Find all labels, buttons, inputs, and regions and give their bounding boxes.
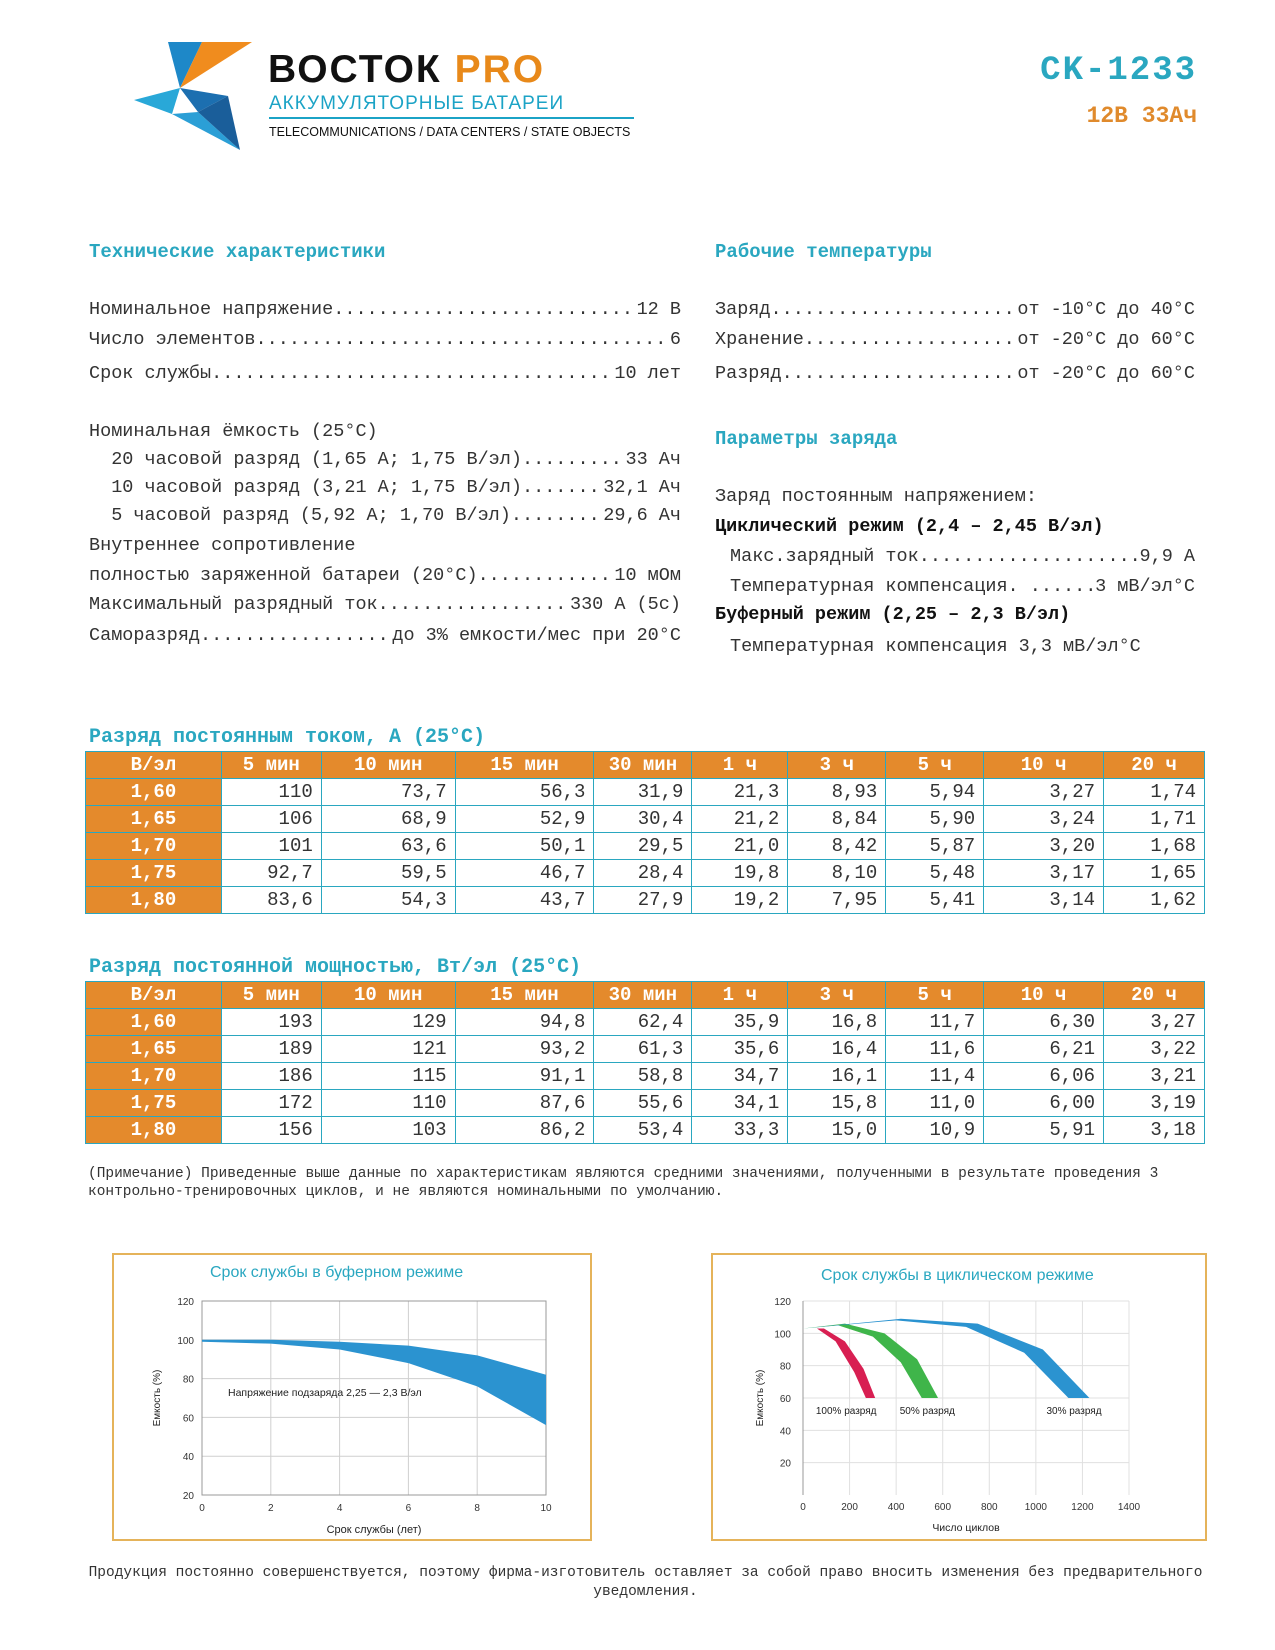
chart-cyclic-life: [711, 1253, 1207, 1541]
table-row: [86, 1063, 1205, 1090]
x-tick-label: 200: [841, 1502, 858, 1513]
table-cell: 93,2: [455, 1036, 594, 1063]
table-cell: 11,7: [886, 1009, 984, 1036]
table-cell: 83,6: [221, 887, 321, 914]
table-cell: 1,68: [1104, 833, 1205, 860]
y-tick-label: 20: [182, 1491, 194, 1502]
table-header-cell: 15 мин: [455, 982, 594, 1009]
table-cell: 53,4: [594, 1117, 692, 1144]
table-cell: 1,65: [1104, 860, 1205, 887]
y-tick-label: 80: [182, 1374, 194, 1386]
tech-title: Технические характеристики: [89, 241, 386, 263]
table-header-cell: 5 ч: [886, 752, 984, 779]
temps-list: [715, 299, 1195, 393]
table-cell: 193: [221, 1009, 321, 1036]
table-cell: 115: [321, 1063, 455, 1090]
capacity-band: [202, 1340, 546, 1425]
table-header-cell: 3 ч: [788, 752, 886, 779]
table-cell: 3,14: [984, 887, 1104, 914]
table-header-cell: В/эл: [86, 752, 222, 779]
table-cell: 3,18: [1103, 1117, 1204, 1144]
table-cell: 3,27: [1103, 1009, 1204, 1036]
footer-disclaimer: Продукция постоянно совершенствуется, поэтому фирма-изготовитель оставляет за собой право вносить изменения без предварительного уведомления.: [88, 1565, 1203, 1600]
table-cell: 19,8: [692, 860, 788, 887]
table-cell: 3,22: [1103, 1036, 1204, 1063]
table-cell: 35,9: [692, 1009, 788, 1036]
x-axis-label: Число циклов: [932, 1522, 1000, 1534]
table-cell: 35,6: [692, 1036, 788, 1063]
table-cell: 34,7: [692, 1063, 788, 1090]
table-cell: 3,19: [1103, 1090, 1204, 1117]
brand-name: ВОСТОК PRO: [268, 48, 546, 91]
table-cell: 6,00: [984, 1090, 1104, 1117]
y-tick-label: 120: [177, 1297, 194, 1308]
table-cell: 5,48: [886, 860, 984, 887]
spec-voltage: Номинальное напряжение ..... 12 В: [89, 299, 681, 329]
table-cell: 15,8: [788, 1090, 886, 1117]
model-rating: 12В 33Ач: [1086, 103, 1197, 129]
table-cell: 21,2: [692, 806, 788, 833]
table-cell: 3,24: [984, 806, 1104, 833]
table-header-cell: 1 ч: [692, 752, 788, 779]
table-cell: 1,74: [1104, 779, 1205, 806]
charge-mode-intro: Заряд постоянным напряжением:: [715, 486, 1037, 507]
voltage-cell: 1,70: [86, 833, 222, 860]
table-cell: 92,7: [221, 860, 321, 887]
spec-capacity-title: Номинальная ёмкость (25°С): [89, 421, 378, 442]
table-cell: 19,2: [692, 887, 788, 914]
tech-spec-list: [89, 299, 681, 655]
table-cell: 6,21: [984, 1036, 1104, 1063]
table-cell: 73,7: [321, 779, 455, 806]
voltage-cell: 1,65: [86, 806, 222, 833]
table-row: [86, 860, 1205, 887]
table-cell: 5,87: [886, 833, 984, 860]
temp-storage: Хранение ..... от -20°С до 60°С: [715, 329, 1195, 363]
series-label: 100% разряд: [815, 1406, 877, 1417]
table-cell: 5,41: [886, 887, 984, 914]
y-tick-label: 20: [779, 1458, 791, 1470]
table-cell: 189: [221, 1036, 321, 1063]
table-header-cell: 5 ч: [886, 982, 984, 1009]
table-cell: 156: [221, 1117, 321, 1144]
y-axis-label: Емкость (%): [152, 1369, 163, 1427]
table-cell: 33,3: [692, 1117, 788, 1144]
table-cell: 43,7: [455, 887, 594, 914]
life-curve: [803, 1328, 875, 1398]
spec-life: Срок службы ..... 10 лет: [89, 363, 681, 421]
brand-divider: [269, 117, 634, 119]
voltage-cell: 1,80: [86, 887, 222, 914]
table-row: [86, 1036, 1205, 1063]
voltage-cell: 1,75: [86, 1090, 222, 1117]
table-header-cell: 5 мин: [221, 752, 321, 779]
x-tick-label: 0: [199, 1503, 205, 1514]
table-cell: 8,42: [788, 833, 886, 860]
table-cell: 59,5: [321, 860, 455, 887]
table-cell: 30,4: [594, 806, 692, 833]
table-cell: 87,6: [455, 1090, 594, 1117]
table-note: (Примечание) Приведенные выше данные по характеристикам являются средними значениями, полученными в результате проведения 3 контрольно-тренировочных циклов, и не являются номинальными по умолчанию.: [88, 1166, 1159, 1200]
chart-annotation: Напряжение подзаряда 2,25 — 2,3 В/эл: [228, 1387, 422, 1400]
voltage-cell: 1,80: [86, 1117, 222, 1144]
spec-cells: Число элементов ..... 6: [89, 329, 681, 363]
chart-cyclic-plot: [713, 1255, 1205, 1539]
table-cell: 86,2: [455, 1117, 594, 1144]
table-row: [86, 1009, 1205, 1036]
table-cell: 91,1: [455, 1063, 594, 1090]
table-cell: 8,10: [788, 860, 886, 887]
series-label: 30% разряд: [1046, 1406, 1102, 1417]
table-cell: 68,9: [321, 806, 455, 833]
table-cell: 11,4: [886, 1063, 984, 1090]
table-cell: 61,3: [594, 1036, 692, 1063]
x-tick-label: 1400: [1117, 1502, 1141, 1513]
table-cell: 172: [221, 1090, 321, 1117]
table-header-cell: 10 мин: [321, 752, 455, 779]
spec-self-discharge: Саморазряд ..... до 3% емкости/мес при 20°С: [89, 625, 681, 655]
brand-subtitle: АККУМУЛЯТОРНЫЕ БАТАРЕИ: [269, 93, 565, 114]
table-header-cell: В/эл: [86, 982, 222, 1009]
table-row: [86, 806, 1205, 833]
model-number: CK-1233: [1040, 52, 1197, 90]
table-cell: 31,9: [594, 779, 692, 806]
table-cell: 121: [321, 1036, 455, 1063]
voltage-cell: 1,60: [86, 1009, 222, 1036]
spec-cap-10h: 10 часовой разряд (3,21 А; 1,75 В/эл) ..... 32,1 Ач: [89, 477, 681, 505]
table-header-cell: 3 ч: [788, 982, 886, 1009]
table-cell: 8,93: [788, 779, 886, 806]
table-cell: 11,6: [886, 1036, 984, 1063]
table-current-title: Разряд постоянным током, А (25°С): [89, 726, 486, 749]
brand-logo-mark: [128, 40, 268, 152]
table-cell: 101: [221, 833, 321, 860]
table-cell: 7,95: [788, 887, 886, 914]
voltage-cell: 1,60: [86, 779, 222, 806]
table-cell: 106: [221, 806, 321, 833]
table-cell: 10,9: [886, 1117, 984, 1144]
y-tick-label: 60: [779, 1394, 791, 1405]
y-tick-label: 40: [182, 1452, 194, 1464]
y-tick-label: 100: [177, 1335, 194, 1347]
chart-buffer-plot: [114, 1255, 590, 1539]
table-cell: 5,91: [984, 1117, 1104, 1144]
table-cell: 58,8: [594, 1063, 692, 1090]
table-cell: 103: [321, 1117, 455, 1144]
table-row: [86, 833, 1205, 860]
charge-cyclic-current: Макс.зарядный ток ..... 9,9 А: [715, 546, 1195, 576]
table-row: [86, 779, 1205, 806]
y-tick-label: 80: [779, 1361, 791, 1373]
table-cell: 16,8: [788, 1009, 886, 1036]
voltage-cell: 1,75: [86, 860, 222, 887]
table-cell: 55,6: [594, 1090, 692, 1117]
y-axis-label: Емкость (%): [755, 1369, 766, 1427]
table-header-cell: 1 ч: [692, 982, 788, 1009]
table-header-cell: 15 мин: [455, 752, 594, 779]
table-cell: 5,94: [886, 779, 984, 806]
table-header-cell: 10 ч: [984, 752, 1104, 779]
x-tick-label: 2: [268, 1503, 274, 1514]
table-cell: 6,06: [984, 1063, 1104, 1090]
table-cell: 5,90: [886, 806, 984, 833]
chart-buffer-life: [112, 1253, 592, 1541]
table-cell: 3,17: [984, 860, 1104, 887]
x-tick-label: 10: [540, 1503, 552, 1514]
y-tick-label: 60: [182, 1413, 194, 1425]
table-cell: 110: [321, 1090, 455, 1117]
x-tick-label: 600: [934, 1502, 952, 1513]
table-cell: 63,6: [321, 833, 455, 860]
table-cell: 52,9: [455, 806, 594, 833]
spec-cap-5h: 5 часовой разряд (5,92 А; 1,70 В/эл) ..... 29,6 Ач: [89, 505, 681, 535]
charge-title: Параметры заряда: [715, 428, 898, 450]
table-header-cell: 20 ч: [1103, 982, 1204, 1009]
temp-discharge: Разряд ..... от -20°С до 60°С: [715, 363, 1195, 393]
table-cell: 16,1: [788, 1063, 886, 1090]
y-tick-label: 100: [774, 1329, 791, 1341]
table-cell: 3,20: [984, 833, 1104, 860]
table-cell: 1,71: [1104, 806, 1205, 833]
voltage-cell: 1,65: [86, 1036, 222, 1063]
x-tick-label: 8: [474, 1503, 480, 1514]
table-header-cell: 10 мин: [321, 982, 455, 1009]
table-cell: 15,0: [788, 1117, 886, 1144]
table-cell: 50,1: [455, 833, 594, 860]
table-cell: 46,7: [455, 860, 594, 887]
temps-title: Рабочие температуры: [715, 241, 932, 263]
x-tick-label: 6: [405, 1503, 412, 1514]
temp-charge: Заряд ..... от -10°С до 40°С: [715, 299, 1195, 329]
charge-buffer-comp: Температурная компенсация 3,3 мВ/эл°С: [730, 636, 1141, 657]
y-tick-label: 40: [779, 1426, 791, 1438]
table-cell: 34,1: [692, 1090, 788, 1117]
table-cell: 1,62: [1104, 887, 1205, 914]
table-cell: 3,27: [984, 779, 1104, 806]
table-cell: 54,3: [321, 887, 455, 914]
table-header-cell: 5 мин: [221, 982, 321, 1009]
spec-resistance-title: Внутреннее сопротивление: [89, 535, 356, 556]
table-cell: 186: [221, 1063, 321, 1090]
table-cell: 27,9: [594, 887, 692, 914]
table-cell: 6,30: [984, 1009, 1104, 1036]
table-cell: 110: [221, 779, 321, 806]
chart-cyclic-title: Срок службы в циклическом режиме: [821, 1267, 1094, 1284]
x-tick-label: 0: [800, 1502, 806, 1513]
table-cell: 94,8: [455, 1009, 594, 1036]
table-cell: 8,84: [788, 806, 886, 833]
table-cell: 21,0: [692, 833, 788, 860]
table-cell: 62,4: [594, 1009, 692, 1036]
charge-buffer-title: Буферный режим (2,25 – 2,3 В/эл): [715, 604, 1071, 625]
table-row: [86, 1117, 1205, 1144]
table-header-cell: 10 ч: [984, 982, 1104, 1009]
table-cell: 3,21: [1103, 1063, 1204, 1090]
table-header-cell: 30 мин: [594, 752, 692, 779]
voltage-cell: 1,70: [86, 1063, 222, 1090]
table-header-cell: 30 мин: [594, 982, 692, 1009]
table-cell: 56,3: [455, 779, 594, 806]
table-row: [86, 1090, 1205, 1117]
table-cell: 29,5: [594, 833, 692, 860]
charge-cyclic-title: Циклический режим (2,4 – 2,45 В/эл): [715, 516, 1104, 537]
x-tick-label: 4: [336, 1503, 343, 1514]
table-cell: 16,4: [788, 1036, 886, 1063]
chart-buffer-title: Срок службы в буферном режиме: [210, 1264, 464, 1281]
spec-resistance: полностью заряженной батареи (20°С) ..... 10 мОм: [89, 565, 681, 594]
table-cell: 129: [321, 1009, 455, 1036]
x-axis-label: Срок службы (лет): [326, 1524, 422, 1536]
spec-cap-20h: 20 часовой разряд (1,65 А; 1,75 В/эл) ..... 33 Ач: [89, 449, 681, 477]
x-tick-label: 1200: [1071, 1502, 1094, 1513]
x-tick-label: 800: [980, 1502, 998, 1513]
spec-max-discharge: Максимальный разрядный ток ..... 330 А (5с): [89, 594, 681, 625]
table-row: [86, 887, 1205, 914]
table-cell: 11,0: [886, 1090, 984, 1117]
charge-list: [715, 486, 1195, 666]
table-power: [85, 981, 1205, 1144]
table-cell: 28,4: [594, 860, 692, 887]
x-tick-label: 1000: [1024, 1502, 1047, 1513]
charge-cyclic-comp: Температурная компенсация. ..... 3 мВ/эл°С: [715, 576, 1195, 604]
table-power-title: Разряд постоянной мощностью, Вт/эл (25°С): [89, 956, 582, 979]
table-header-cell: 20 ч: [1104, 752, 1205, 779]
brand-tagline: TELECOMMUNICATIONS / DATA CENTERS / STATE OBJECTS: [269, 125, 631, 139]
table-cell: 21,3: [692, 779, 788, 806]
table-current: [85, 751, 1205, 914]
y-tick-label: 120: [774, 1297, 791, 1308]
x-tick-label: 400: [887, 1502, 905, 1513]
series-label: 50% разряд: [899, 1406, 955, 1417]
